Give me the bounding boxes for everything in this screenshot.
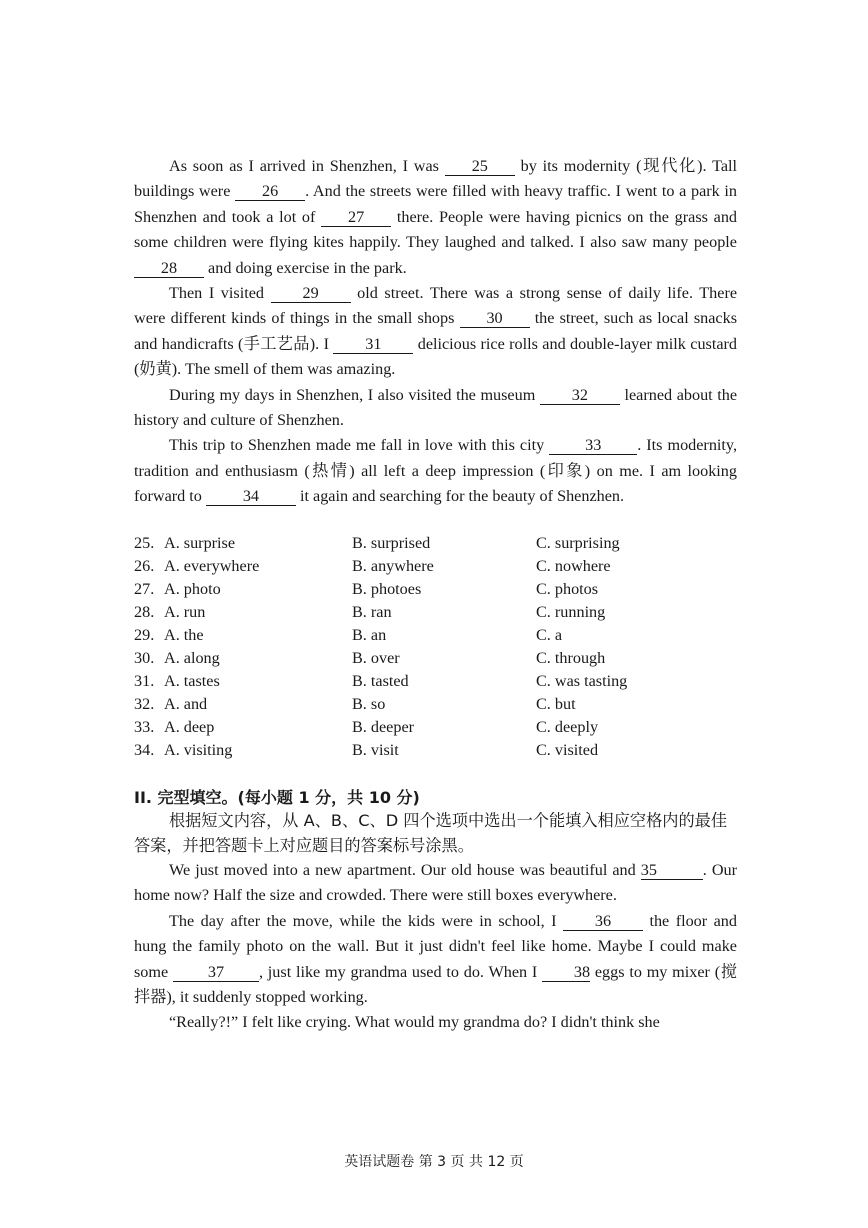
option-c: C. but (536, 695, 576, 713)
option-c: C. running (536, 603, 606, 621)
option-row (134, 624, 754, 647)
text: . Its modernity, tradition and enthusiasm (热情) all left a deep impression (印象) on me. I am looking forward to (134, 436, 738, 506)
text: This trip to Shenzhen made me fall in love with this city (169, 436, 545, 455)
option-b: B. so (352, 695, 386, 713)
blank-29: 29 (271, 284, 351, 303)
blank-30: 30 (460, 309, 530, 328)
option-b: B. ran (352, 603, 392, 621)
option-a: A. visiting (164, 741, 233, 759)
paragraph (134, 1010, 737, 1035)
text: there. People were having picnics on the grass and some children were flying kites happily. They laughed and talked. I also saw many people (134, 207, 738, 252)
blank-37: 37 (173, 963, 259, 982)
option-b: B. surprised (352, 534, 431, 552)
question-number: 31. (134, 672, 155, 690)
option-c: C. deeply (536, 718, 599, 736)
text: and doing exercise in the park. (208, 258, 407, 277)
option-b: B. tasted (352, 672, 409, 690)
option-b: B. deeper (352, 718, 415, 736)
option-a: A. the (164, 626, 204, 644)
option-c: C. a (536, 626, 563, 644)
text: . And the streets were filled with heavy traffic. I went to a park in Shenzhen and took a lot of (134, 182, 738, 226)
blank-26: 26 (235, 182, 305, 201)
text: The day after the move, while the kids were in school, I (169, 911, 557, 930)
option-row (134, 670, 754, 693)
option-a: A. everywhere (164, 557, 260, 575)
text: Then I visited (169, 284, 264, 303)
blank-27: 27 (321, 208, 391, 227)
text: by its modernity (现代化). Tall buildings were (134, 157, 738, 201)
option-a: A. and (164, 695, 208, 713)
option-b: B. photoes (352, 580, 422, 598)
option-c: C. nowhere (536, 557, 611, 575)
option-a: A. surprise (164, 534, 236, 552)
option-b: B. visit (352, 741, 399, 759)
option-b: B. an (352, 626, 387, 644)
text: old street. There was a strong sense of daily life. There were different kinds of things in the small shops (134, 284, 738, 328)
option-c: C. was tasting (536, 672, 628, 690)
option-a: A. deep (164, 718, 215, 736)
option-c: C. visited (536, 741, 599, 759)
option-row (134, 647, 754, 670)
blank-31: 31 (333, 335, 413, 354)
text: . Our home now? Half the size and crowded. There were still boxes everywhere. (134, 861, 737, 905)
option-c: C. surprising (536, 534, 620, 552)
paragraph (134, 383, 737, 434)
text: learned about the history and culture of Shenzhen. (134, 385, 738, 430)
question-number: 32. (134, 695, 155, 713)
paragraph (134, 281, 737, 383)
question-number: 29. (134, 626, 155, 644)
text: the street, such as local snacks and handicrafts (手工艺品). I (134, 309, 738, 353)
option-a: A. run (164, 603, 206, 621)
option-row (134, 578, 754, 601)
blank-32: 32 (540, 386, 620, 405)
text: , just like my grandma used to do. When I (258, 962, 538, 981)
blank-34: 34 (206, 487, 296, 506)
blank-28: 28 (134, 259, 204, 278)
blank-35: 35 (641, 861, 703, 880)
paragraph (134, 858, 737, 909)
blank-38: 38 (542, 963, 590, 982)
blank-25: 25 (445, 157, 515, 176)
text: the floor and hung the family photo on the wall. But it just didn't feel like home. Maybe I could make some (134, 911, 737, 981)
paragraph (134, 154, 737, 281)
cloze-passage (134, 858, 737, 1036)
text: As soon as I arrived in Shenzhen, I was (169, 157, 439, 175)
option-row (134, 555, 754, 578)
paragraph (134, 909, 737, 1011)
text: eggs to my mixer (搅拌器), it suddenly stopped working. (134, 962, 738, 1007)
text: it again and searching for the beauty of Shenzhen. (299, 487, 625, 506)
option-row (134, 739, 754, 762)
question-number: 28. (134, 603, 155, 621)
option-row (134, 532, 754, 555)
section-instruction: 根据短文内容，从 A、B、C、D 四个选项中选出一个能填入相应空格内的最佳答案，并把答题卡上对应题目的答案标号涂黑。 (134, 811, 728, 855)
option-row (134, 693, 754, 716)
option-row (134, 601, 754, 624)
option-c: C. photos (536, 580, 599, 598)
text: During my days in Shenzhen, I also visited the museum (169, 385, 536, 404)
text: We just moved into a new apartment. Our old house was beautiful and (169, 861, 636, 879)
question-number: 25. (134, 534, 155, 552)
option-a: A. along (164, 649, 220, 667)
page-footer: 英语试题卷 第 3 页 共 12 页 (344, 1154, 524, 1170)
question-number: 34. (134, 741, 155, 759)
question-number: 27. (134, 580, 155, 598)
text: delicious rice rolls and double-layer milk custard (奶黄). The smell of them was amazing. (134, 334, 738, 379)
option-row (134, 716, 754, 739)
text: “Really?!” I felt like crying. What would my grandma do? I didn't think she (169, 1013, 660, 1032)
blank-33: 33 (549, 436, 637, 455)
option-a: A. photo (164, 580, 221, 598)
option-c: C. through (536, 649, 606, 667)
blank-36: 36 (563, 912, 643, 931)
question-number: 26. (134, 557, 155, 575)
question-number: 33. (134, 718, 155, 736)
section-heading: II. 完型填空。(每小题 1 分，共 10 分) (134, 788, 420, 807)
reading-passage-1 (134, 154, 737, 510)
option-b: B. anywhere (352, 557, 434, 575)
option-a: A. tastes (164, 672, 220, 690)
paragraph (134, 433, 737, 509)
answer-options (134, 532, 754, 762)
question-number: 30. (134, 649, 155, 667)
option-b: B. over (352, 649, 400, 667)
